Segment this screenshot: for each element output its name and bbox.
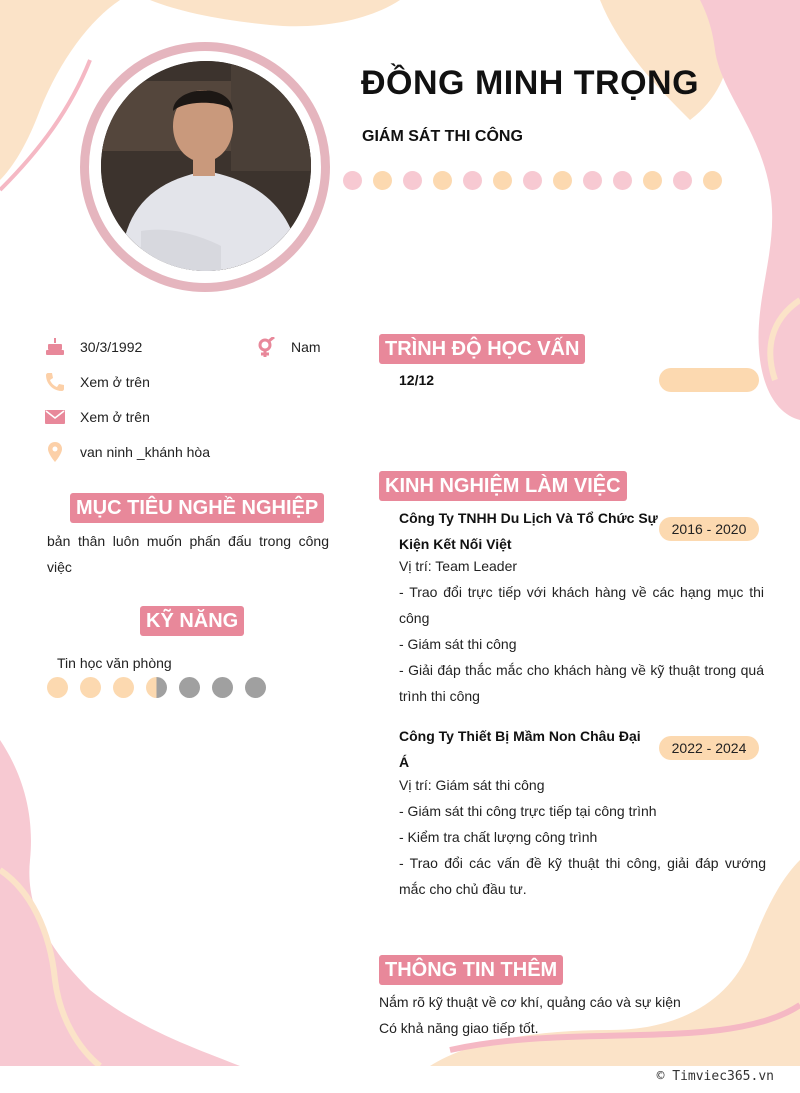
skill-rating	[47, 677, 266, 698]
gender-icon	[256, 337, 276, 357]
skill-dot-half	[146, 677, 167, 698]
decor-dot	[673, 171, 692, 190]
skill-dot-filled	[80, 677, 101, 698]
skill-dot-filled	[47, 677, 68, 698]
decor-dot	[493, 171, 512, 190]
decor-dot	[433, 171, 452, 190]
copyright-text: © Timviec365.vn	[656, 1069, 774, 1084]
decor-dot	[613, 171, 632, 190]
email-value: Xem ở trên	[80, 409, 150, 425]
decor-dot	[523, 171, 542, 190]
address-value: van ninh _khánh hòa	[80, 444, 210, 460]
bg-blob-bottom-left	[0, 740, 240, 1066]
career-goal-heading: MỤC TIÊU NGHỀ NGHIỆP	[70, 493, 324, 523]
job-1-duty: - Giải đáp thắc mắc cho khách hàng về kỹ thuật trong quá trình thi công	[399, 662, 764, 704]
job-1-period: 2016 - 2020	[659, 517, 759, 541]
profile-photo-illustration	[101, 61, 311, 271]
job-1-company	[399, 505, 659, 557]
job-1-position: Vị trí: Team Leader	[399, 558, 518, 574]
skill-dot-empty	[212, 677, 233, 698]
job-1-duty: - Trao đổi trực tiếp với khách hàng về các hạng mục thi công	[399, 584, 764, 626]
job-2-company-line: Công Ty Thiết Bị Mầm Non Châu Đại	[399, 728, 641, 744]
additional-info-line: Nắm rõ kỹ thuật về cơ khí, quảng cáo và sự kiện	[379, 994, 681, 1010]
job-2-position: Vị trí: Giám sát thi công	[399, 777, 545, 793]
additional-info-text	[379, 989, 759, 1041]
bg-blob-top	[150, 0, 400, 26]
job-2-duty: - Giám sát thi công trực tiếp tại công trình	[399, 803, 657, 819]
skills-heading: KỸ NĂNG	[140, 606, 244, 636]
decor-dot	[553, 171, 572, 190]
skill-dot-filled	[113, 677, 134, 698]
job-1-details	[399, 553, 764, 709]
job-2-company-line: Á	[399, 754, 410, 770]
birthdate-row	[45, 337, 142, 357]
phone-icon	[45, 372, 65, 392]
cake-icon	[45, 337, 65, 357]
location-pin-icon	[45, 442, 65, 462]
decor-dot	[583, 171, 602, 190]
phone-row	[45, 372, 150, 392]
career-goal-text: bản thân luôn muốn phấn đấu trong công việc	[47, 533, 329, 575]
additional-info-line: Có khả năng giao tiếp tốt.	[379, 1020, 539, 1036]
decor-dot	[643, 171, 662, 190]
job-title: GIÁM SÁT THI CÔNG	[362, 128, 523, 145]
skill-name: Tin học văn phòng	[57, 655, 172, 671]
job-1-duty: - Giám sát thi công	[399, 636, 517, 652]
job-2-company	[399, 723, 661, 775]
phone-value: Xem ở trên	[80, 374, 150, 390]
job-2-duty: - Kiểm tra chất lượng công trình	[399, 829, 598, 845]
job-1-company-line: Công Ty TNHH Du Lịch Và Tổ Chức Sự	[399, 510, 658, 526]
decor-dot	[703, 171, 722, 190]
email-row	[45, 407, 150, 427]
candidate-name: ĐỒNG MINH TRỌNG	[361, 64, 700, 102]
education-heading: TRÌNH ĐỘ HỌC VẤN	[379, 334, 585, 364]
job-2-period: 2022 - 2024	[659, 736, 759, 760]
decor-dot	[463, 171, 482, 190]
address-row	[45, 442, 210, 462]
mail-icon	[45, 407, 65, 427]
job-2-duty: - Trao đổi các vấn đề kỹ thuật thi công, giải đáp vướng mắc cho chủ đầu tư.	[399, 855, 766, 897]
gender-row	[256, 337, 321, 357]
job-1-company-line: Kiện Kết Nối Việt	[399, 536, 512, 552]
decor-dot	[343, 171, 362, 190]
decorative-dots	[343, 171, 722, 190]
decor-dot	[403, 171, 422, 190]
gender-value: Nam	[291, 339, 321, 355]
experience-heading: KINH NGHIỆM LÀM VIỆC	[379, 471, 627, 501]
skill-dot-empty	[245, 677, 266, 698]
skill-dot-empty	[179, 677, 200, 698]
decor-dot	[373, 171, 392, 190]
job-2-details	[399, 772, 766, 902]
education-level: 12/12	[399, 372, 435, 388]
profile-photo	[101, 61, 311, 271]
additional-info-heading: THÔNG TIN THÊM	[379, 955, 563, 985]
birthdate-value: 30/3/1992	[80, 339, 143, 355]
education-period-pill	[659, 368, 759, 392]
